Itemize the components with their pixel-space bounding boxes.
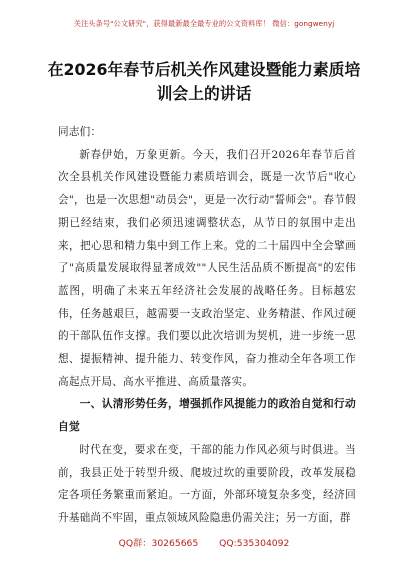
greeting: 同志们：: [58, 126, 102, 138]
paragraph: 新春伊始，万象更新。今天，我们召开2026年春节后首次全县机关作风建设暨能力素质培训会，既是一次节后"收心会"，也是一次思想"动员会"，更是一次行动"誓师会"。春节假期已经结束，我们必须迅速调整状态，从节日的氛围中走出来，把心思和精力集中到工作上来。党的二十届四中全会擘画了"高质量发展取得显著成效""人民生活品质不断提高"的宏伟蓝图，明确了未来五年经济社会发展的战略任务。目标越宏伟，任务越艰巨，越需要一支政治坚定、业务精湛、作风过硬的干部队伍作支撑。我们要以此次培训为契机，进一步统一思想、提振精神、提升能力、转变作风，奋力推动全年各项工作高起点开局、高水平推进、高质量落实。: [58, 148, 356, 388]
section-heading: 一、认清形势任务，增强抓作风提能力的政治自觉和行动自觉: [58, 397, 356, 434]
footer: [0, 535, 408, 549]
footer-qq: QQ:535304092: [219, 538, 290, 549]
document-title: 在2026年春节后机关作风建设暨能力素质培训会上的讲话: [47, 60, 361, 103]
document-body: [58, 121, 356, 530]
footer-qq-group: QQ群：30265665: [118, 538, 199, 549]
header-note: 关注头条号"公文研究"，获得最新最全最专业的公文资料库！ 微信：gongwenyj: [73, 19, 335, 28]
paragraph: 时代在变，要求在变，干部的能力作风必须与时俱进。当前，我县正处于转型升级、爬坡过坎的重要阶段，改革发展稳定各项任务繁重而紧迫。一方面，外部环境复杂多变，经济回升基础尚不牢固，重点领域风险隐患仍需关注；另一方面，群: [58, 443, 356, 524]
